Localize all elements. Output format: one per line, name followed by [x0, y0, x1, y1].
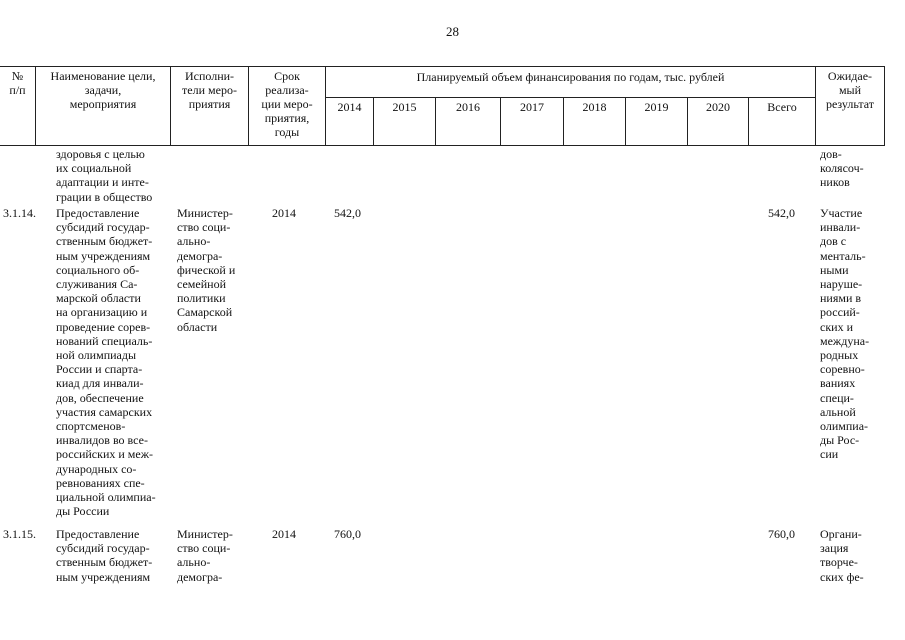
continuation-result: дов- колясоч- ников [820, 147, 864, 190]
years-divider [325, 97, 815, 98]
row-executor: Министер- ство соци- ально- демогра- [177, 527, 233, 584]
row-name: Предоставление субсидий государ- ственным бюджет- ным учреждениям социального об- служивания Са- марской области на организацию и проведение сорев- нований специаль- ной олимпиады России и спарта- киад для инвали- дов, обеспечение участия самарских спортсменов- инвалидов во все- российских и меж- дународных со- ревнованиях спе- циальной олимпиа- ды России [56, 206, 156, 519]
header-year-2020: 2020 [706, 100, 730, 114]
row-term: 2014 [272, 527, 296, 541]
page-number: 28 [446, 24, 459, 39]
table-header [0, 66, 905, 146]
header-num: № п/п [9, 69, 26, 97]
row-term: 2014 [272, 206, 296, 220]
header-year-2017: 2017 [520, 100, 544, 114]
row-executor: Министер- ство соци- ально- демогра- фической и семейной политики Самарской области [177, 206, 236, 334]
header-term: Срок реализа- ции меро- приятия, годы [261, 69, 313, 139]
header-bottom-border [0, 145, 885, 146]
header-result: Ожидае- мый результат [825, 69, 875, 111]
row-value-total: 542,0 [768, 206, 795, 220]
row-num: 3.1.14. [3, 206, 36, 220]
row-result: Участие инвали- дов с менталь- ными наруше- ниями в россий- ских и междуна- родных соревно- ваниях специ- альной олимпиа- ды Рос- сии [820, 206, 870, 462]
header-name: Наименование цели, задачи, мероприятия [50, 69, 156, 111]
header-top-border [0, 66, 885, 67]
header-total: Всего [767, 100, 797, 114]
header-funding: Планируемый объем финансирования по годам, тыс. рублей [416, 70, 725, 84]
header-year-2018: 2018 [582, 100, 607, 114]
header-year-2014: 2014 [337, 100, 362, 114]
row-value-2014: 760,0 [334, 527, 361, 541]
header-year-2019: 2019 [644, 100, 669, 114]
row-value-2014: 542,0 [334, 206, 361, 220]
continuation-name: здоровья с целью их социальной адаптации и инте- грации в общество [56, 147, 153, 204]
row-num: 3.1.15. [3, 527, 36, 541]
header-executor: Исполни- тели меро- приятия [182, 69, 237, 111]
row-value-total: 760,0 [768, 527, 795, 541]
row-result: Органи- зация творче- ских фе- [820, 527, 864, 584]
header-year-2016: 2016 [456, 100, 480, 114]
row-name: Предоставление субсидий государ- ственным бюджет- ным учреждениям [56, 527, 153, 584]
header-year-2015: 2015 [392, 100, 417, 114]
